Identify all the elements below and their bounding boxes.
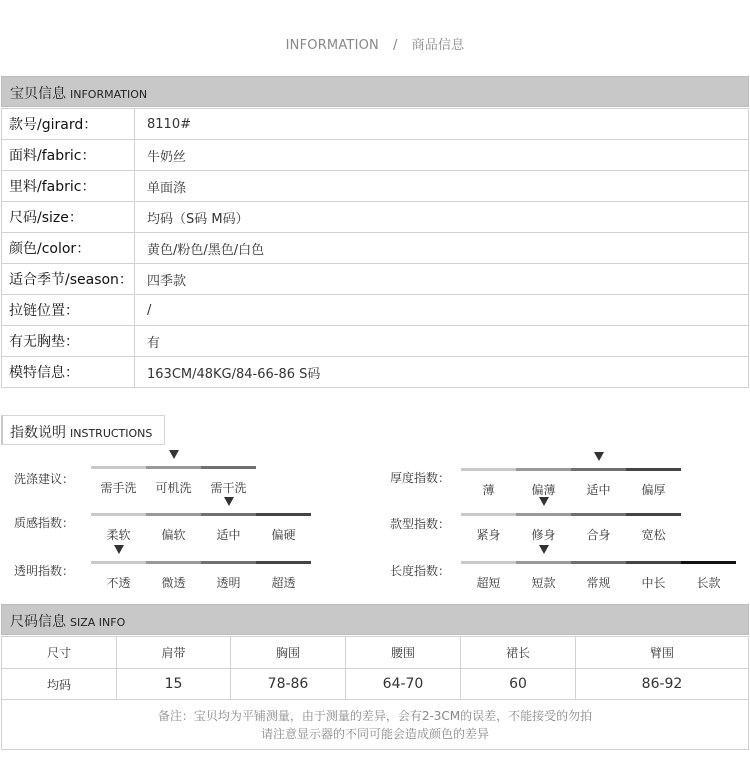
index-section-header [1,415,165,445]
triangle-down-icon [224,497,234,506]
info-value: 牛奶丝 [135,140,749,171]
index-section-title: 指数说明 INSTRUCTIONS [10,425,153,441]
wash-label: 洗涤建议： [14,472,75,486]
measurement-note [1,700,749,750]
info-value: 单面涤 [135,171,749,202]
info-label: 款号/girard： [2,109,135,140]
scale-option-label: 适中 [216,528,241,542]
scale-segment [201,466,256,469]
scale-option-label: 不透 [106,576,131,590]
triangle-down-icon [539,545,549,554]
scale-option-label: 需手洗 [100,481,137,495]
size-col-header: 腰围 [346,637,461,669]
info-value: / [135,295,749,326]
scale-segment [461,513,516,516]
info-label: 尺码/size： [2,202,135,233]
info-value: 四季款 [135,264,749,295]
scale-option-label: 偏薄 [531,483,556,497]
table-row [2,326,749,357]
length-label: 长度指数： [390,564,451,578]
size-col-header: 臂围 [576,637,749,669]
scale-option-label: 偏软 [161,528,186,542]
scale-segment [681,561,736,564]
info-table [1,108,749,388]
top-header-en: INFORMATION [285,38,379,53]
info-value: 有 [135,326,749,357]
scale-option-label: 宽松 [641,528,666,542]
scale-segment [571,513,626,516]
scale-segment [146,561,201,564]
scale-segment [146,513,201,516]
top-header-separator: / [392,38,398,53]
info-label: 拉链位置： [2,295,135,326]
info-label: 里料/fabric： [2,171,135,202]
scale-segment [626,561,681,564]
scale-segment [516,513,571,516]
size-col-header: 胸围 [231,637,346,669]
info-section-title: 宝贝信息 INFORMATION [10,86,148,102]
triangle-down-icon [539,497,549,506]
scale-option-label: 紧身 [476,528,501,542]
size-cell: 78-86 [231,669,346,700]
scale-segment [516,561,571,564]
scale-segment [626,513,681,516]
scale-segment [516,468,571,471]
info-label: 模特信息： [2,357,135,388]
scale-segment [256,561,311,564]
scale-option-label: 偏厚 [641,483,666,497]
size-cell: 15 [117,669,231,700]
scale-option-label: 中长 [641,576,666,590]
size-col-header: 尺寸 [2,637,117,669]
scale-option-label: 常规 [586,576,611,590]
info-value: 黄色/粉色/黑色/白色 [135,233,749,264]
scale-option-label: 微透 [161,576,186,590]
note-line-1: 备注：宝贝均为平铺测量，由于测量的差异，会有2-3CM的误差，不能接受的勿拍 [157,709,593,723]
info-label: 适合季节/season： [2,264,135,295]
size-cell: 64-70 [346,669,461,700]
size-cell: 86-92 [576,669,749,700]
table-row [2,357,749,388]
table-row [2,233,749,264]
scale-option-label: 适中 [586,483,611,497]
size-table [1,636,749,700]
scale-segment [91,466,146,469]
table-row [2,295,749,326]
info-label: 颜色/color： [2,233,135,264]
triangle-down-icon [114,545,124,554]
scale-option-label: 合身 [586,528,611,542]
scale-option-label: 超透 [271,576,296,590]
top-header [0,34,750,53]
thickness-label: 厚度指数： [390,471,451,485]
info-value: 163CM/48KG/84-66-86 S码 [135,357,749,388]
scale-option-label: 薄 [482,483,495,497]
sheer-label: 透明指数： [14,564,75,578]
info-value: 均码（S码 M码） [135,202,749,233]
size-cell: 60 [461,669,576,700]
texture-label: 质感指数： [14,516,75,530]
size-table-header-row [2,637,749,669]
scale-segment [571,468,626,471]
scale-segment [201,513,256,516]
scale-segment [626,468,681,471]
fit-label: 款型指数： [390,517,451,531]
scale-segment [201,561,256,564]
scale-segment [91,561,146,564]
table-row [2,669,749,700]
table-row [2,202,749,233]
size-col-header: 裙长 [461,637,576,669]
size-cell: 均码 [2,669,117,700]
scale-option-label: 可机洗 [155,481,192,495]
scale-option-label: 偏硬 [271,528,296,542]
info-section-header [1,76,749,107]
top-header-cn: 商品信息 [411,38,465,53]
table-row [2,264,749,295]
size-col-header: 肩带 [117,637,231,669]
scale-option-label: 长款 [696,576,721,590]
info-value: 8110# [135,109,749,140]
table-row [2,171,749,202]
table-row [2,109,749,140]
scale-option-label: 超短 [476,576,501,590]
scale-segment [461,468,516,471]
size-section-title: 尺码信息 SIZA INFO [10,614,126,630]
scale-segment [571,561,626,564]
scale-segment [91,513,146,516]
triangle-down-icon [169,450,179,459]
scale-option-label: 透明 [216,576,241,590]
scale-segment [256,513,311,516]
scale-option-label: 修身 [531,528,556,542]
info-label: 面料/fabric： [2,140,135,171]
scale-segment [146,466,201,469]
table-row [2,140,749,171]
triangle-down-icon [594,452,604,461]
scale-option-label: 柔软 [106,528,131,542]
size-section-header [1,604,749,635]
info-label: 有无胸垫： [2,326,135,357]
scale-segment [461,561,516,564]
note-line-2: 请注意显示器的不同可能会造成颜色的差异 [260,727,489,741]
scale-option-label: 需干洗 [210,481,247,495]
scale-option-label: 短款 [531,576,556,590]
